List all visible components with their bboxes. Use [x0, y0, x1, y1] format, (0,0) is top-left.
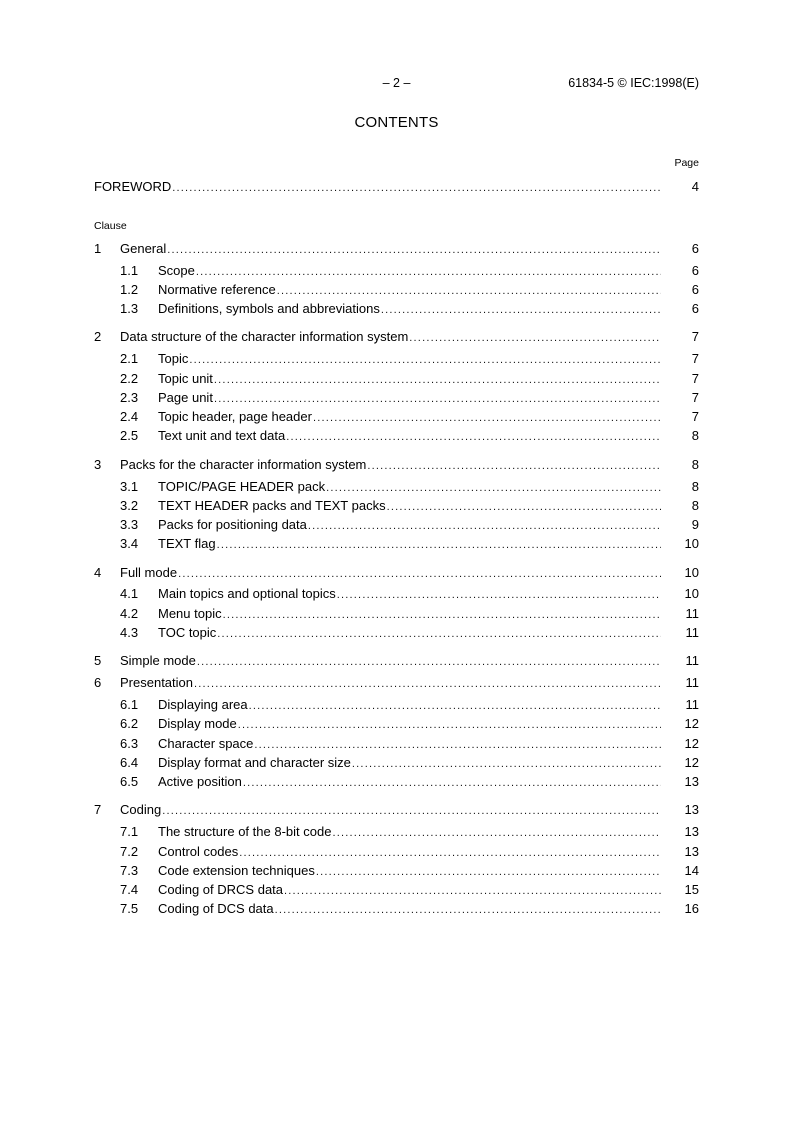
- dot-leader: [316, 864, 661, 881]
- toc-entry: [120, 281, 699, 298]
- dot-leader: [194, 676, 661, 693]
- toc-entry-label: Topic header, page header: [158, 409, 312, 424]
- toc-entry-page: 12: [684, 755, 699, 770]
- toc-entry-page: 11: [685, 697, 699, 712]
- toc-entry-number: 6.2: [120, 716, 139, 731]
- toc-entry-label: Page unit: [158, 390, 213, 405]
- toc-entry: [120, 624, 699, 641]
- dot-leader: [196, 264, 661, 281]
- toc-entry: [94, 456, 699, 473]
- toc-entry-number: 7.1: [120, 824, 139, 839]
- toc-entry: [120, 696, 699, 713]
- toc-entry-page: 7: [691, 371, 699, 386]
- toc-entry-page: 12: [684, 736, 699, 751]
- dot-leader: [217, 537, 661, 554]
- dot-leader: [197, 654, 661, 671]
- toc-entry-number: 6.4: [120, 755, 139, 770]
- toc-entry-label: FOREWORD: [94, 179, 172, 194]
- toc-entry-label: Coding: [120, 802, 162, 817]
- toc-entry-page: 6: [691, 282, 699, 297]
- toc-entry: [94, 178, 699, 195]
- toc-entry-label: Topic: [158, 351, 189, 366]
- toc-entry-label: Character space: [158, 736, 254, 751]
- toc-entry-page: 6: [691, 263, 699, 278]
- toc-entry: [120, 478, 699, 495]
- dot-leader: [217, 626, 661, 643]
- dot-leader: [172, 180, 661, 197]
- toc-entry-label: Display mode: [158, 716, 237, 731]
- toc-entry-label: Menu topic: [158, 606, 222, 621]
- toc-entry-label: The structure of the 8-bit code: [158, 824, 332, 839]
- dot-leader: [189, 352, 661, 369]
- dot-leader: [352, 756, 661, 773]
- toc-entry-page: 10: [684, 586, 699, 601]
- dot-leader: [275, 902, 661, 919]
- toc-entry-number: 4.1: [120, 586, 139, 601]
- toc-entry: [120, 881, 699, 898]
- document-id: 61834-5 © IEC:1998(E): [568, 76, 699, 90]
- toc-entry-number: 2: [94, 329, 102, 344]
- page-header: [0, 76, 793, 94]
- toc-entry-page: 10: [684, 565, 699, 580]
- page-column-label: Page: [674, 157, 699, 169]
- dot-leader: [243, 775, 661, 792]
- toc-entry-number: 2.5: [120, 428, 139, 443]
- toc-entry-label: Active position: [158, 774, 242, 789]
- toc-entry-label: Main topics and optional topics: [158, 586, 336, 601]
- toc-entry-number: 3: [94, 457, 102, 472]
- toc-entry-page: 14: [684, 863, 699, 878]
- toc-entry-number: 2.1: [120, 351, 139, 366]
- toc-entry-label: Control codes: [158, 844, 239, 859]
- toc-entry-page: 7: [691, 390, 699, 405]
- toc-entry: [120, 773, 699, 790]
- toc-entry: [94, 240, 699, 257]
- toc-entry-label: General: [120, 241, 167, 256]
- toc-entry-page: 8: [691, 428, 699, 443]
- clause-column-label: Clause: [94, 220, 127, 232]
- toc-entry-page: 11: [685, 625, 699, 640]
- dot-leader: [387, 499, 661, 516]
- toc-entry-number: 7.4: [120, 882, 139, 897]
- toc-entry: [94, 328, 699, 345]
- toc-entry-number: 7.2: [120, 844, 139, 859]
- toc-entry-page: 7: [691, 329, 699, 344]
- toc-entry-label: Packs for the character information system: [120, 457, 367, 472]
- toc-entry-label: Data structure of the character information system: [120, 329, 409, 344]
- toc-entry: [94, 564, 699, 581]
- toc-entry: [120, 735, 699, 752]
- toc-entry-page: 12: [684, 716, 699, 731]
- dot-leader: [313, 410, 661, 427]
- toc-entry-label: Text unit and text data: [158, 428, 286, 443]
- dot-leader: [178, 566, 661, 583]
- toc-entry-page: 4: [691, 179, 699, 194]
- toc-entry-page: 13: [684, 802, 699, 817]
- toc-entry-label: Scope: [158, 263, 195, 278]
- toc-entry-number: 7: [94, 802, 102, 817]
- toc-entry-number: 3.1: [120, 479, 139, 494]
- page-title: CONTENTS: [354, 114, 439, 131]
- toc-entry: [94, 674, 699, 691]
- toc-entry-label: TOC topic: [158, 625, 217, 640]
- toc-entry: [120, 754, 699, 771]
- toc-entry: [120, 300, 699, 317]
- toc-entry-number: 5: [94, 653, 102, 668]
- dot-leader: [238, 717, 661, 734]
- toc-entry: [120, 715, 699, 732]
- toc-entry-number: 1.1: [120, 263, 139, 278]
- dot-leader: [284, 883, 661, 900]
- dot-leader: [254, 737, 661, 754]
- toc-entry-number: 1.2: [120, 282, 139, 297]
- toc-entry: [120, 862, 699, 879]
- toc-entry: [120, 370, 699, 387]
- toc-entry: [120, 605, 699, 622]
- dot-leader: [381, 302, 661, 319]
- toc-entry-page: 8: [691, 479, 699, 494]
- toc-entry-page: 10: [684, 536, 699, 551]
- toc-entry-number: 2.2: [120, 371, 139, 386]
- dot-leader: [337, 587, 661, 604]
- toc-entry-page: 6: [691, 301, 699, 316]
- toc-entry: [120, 535, 699, 552]
- toc-entry-page: 11: [685, 653, 699, 668]
- toc-entry-label: TEXT flag: [158, 536, 216, 551]
- toc-entry: [94, 801, 699, 818]
- toc-entry-label: Code extension techniques: [158, 863, 315, 878]
- toc-entry: [120, 408, 699, 425]
- dot-leader: [239, 845, 661, 862]
- toc-entry-page: 13: [684, 774, 699, 789]
- toc-entry-page: 7: [691, 409, 699, 424]
- toc-entry-page: 9: [691, 517, 699, 532]
- toc-entry-page: 11: [685, 606, 699, 621]
- dot-leader: [332, 825, 661, 842]
- toc-entry-label: Display format and character size: [158, 755, 351, 770]
- toc-entry-number: 2.3: [120, 390, 139, 405]
- toc-entry-number: 2.4: [120, 409, 139, 424]
- toc-entry-page: 7: [691, 351, 699, 366]
- toc-entry-number: 4.2: [120, 606, 139, 621]
- dot-leader: [249, 698, 661, 715]
- toc-entry-number: 3.3: [120, 517, 139, 532]
- page-number: – 2 –: [382, 76, 411, 90]
- toc-entry-number: 3.4: [120, 536, 139, 551]
- toc-entry-number: 1: [94, 241, 102, 256]
- toc-entry: [120, 900, 699, 917]
- toc-entry-label: Simple mode: [120, 653, 196, 668]
- dot-leader: [308, 518, 661, 535]
- toc-entry-label: Packs for positioning data: [158, 517, 307, 532]
- dot-leader: [214, 391, 661, 408]
- dot-leader: [286, 429, 661, 446]
- toc-entry: [120, 823, 699, 840]
- toc-entry-number: 6.5: [120, 774, 139, 789]
- toc-entry-label: TEXT HEADER packs and TEXT packs: [158, 498, 386, 513]
- toc-entry-label: Coding of DRCS data: [158, 882, 284, 897]
- toc-entry-label: Topic unit: [158, 371, 213, 386]
- dot-leader: [167, 242, 661, 259]
- toc-entry-label: Full mode: [120, 565, 178, 580]
- toc-entry-page: 15: [684, 882, 699, 897]
- toc-entry: [120, 497, 699, 514]
- toc-entry-page: 11: [685, 675, 699, 690]
- dot-leader: [367, 458, 661, 475]
- dot-leader: [214, 372, 661, 389]
- toc-entry: [94, 652, 699, 669]
- toc-entry-label: Normative reference: [158, 282, 276, 297]
- toc-entry: [120, 516, 699, 533]
- toc-entry-number: 6.1: [120, 697, 139, 712]
- toc-entry-label: Displaying area: [158, 697, 248, 712]
- toc-entry-label: Definitions, symbols and abbreviations: [158, 301, 380, 316]
- toc-entry-number: 4.3: [120, 625, 139, 640]
- toc-entry-page: 16: [684, 901, 699, 916]
- toc-entry-number: 7.5: [120, 901, 139, 916]
- toc-entry: [120, 389, 699, 406]
- toc-entry-page: 8: [691, 498, 699, 513]
- toc-entry-label: Coding of DCS data: [158, 901, 274, 916]
- toc-entry: [120, 262, 699, 279]
- toc-entry-page: 6: [691, 241, 699, 256]
- toc-entry-page: 13: [684, 824, 699, 839]
- toc-entry-label: TOPIC/PAGE HEADER pack: [158, 479, 326, 494]
- dot-leader: [409, 330, 661, 347]
- toc-entry-label: Presentation: [120, 675, 193, 690]
- toc-entry-number: 7.3: [120, 863, 139, 878]
- toc-entry-number: 4: [94, 565, 102, 580]
- toc-entry: [120, 585, 699, 602]
- dot-leader: [277, 283, 661, 300]
- toc-entry-number: 6.3: [120, 736, 139, 751]
- toc-entry-page: 8: [691, 457, 699, 472]
- dot-leader: [223, 607, 661, 624]
- toc-entry: [120, 350, 699, 367]
- toc-entry: [120, 427, 699, 444]
- toc-entry: [120, 843, 699, 860]
- dot-leader: [162, 803, 661, 820]
- toc-entry-number: 1.3: [120, 301, 139, 316]
- dot-leader: [326, 480, 661, 497]
- toc-entry-number: 3.2: [120, 498, 139, 513]
- toc-entry-page: 13: [684, 844, 699, 859]
- toc-entry-number: 6: [94, 675, 102, 690]
